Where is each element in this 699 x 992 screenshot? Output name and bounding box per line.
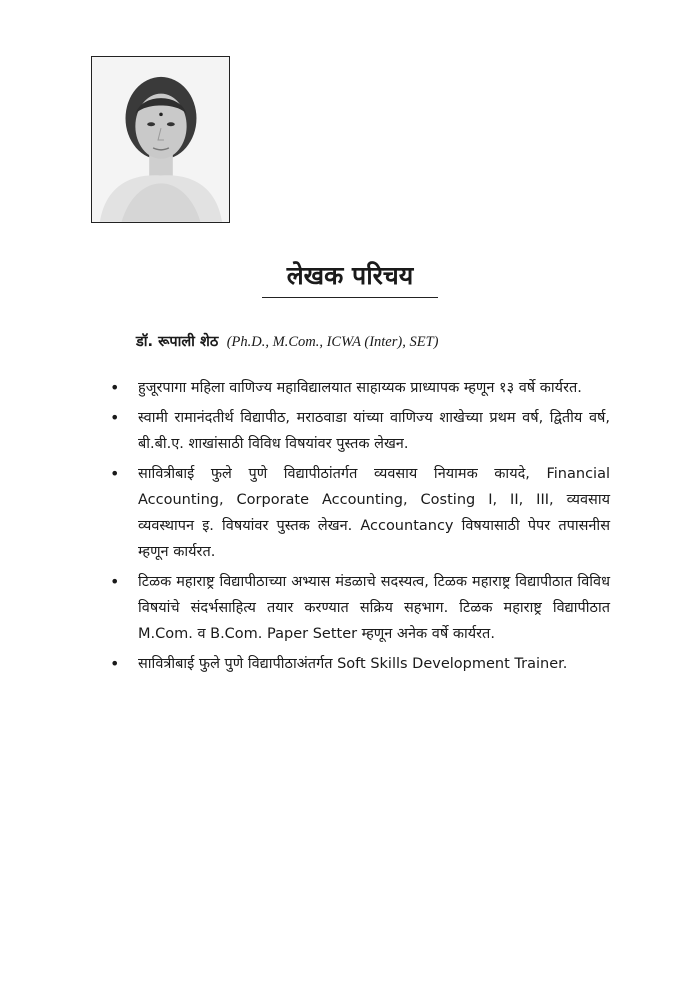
heading-block: [262, 258, 438, 298]
author-qualifications: (Ph.D., M.Com., ICWA (Inter), SET): [226, 334, 439, 350]
author-photo: [91, 56, 230, 223]
bullet-list: [110, 375, 610, 681]
list-item-text: टिळक महाराष्ट्र विद्यापीठाच्या अभ्यास मंडळाचे सदस्यत्व, टिळक महाराष्ट्र विद्यापीठात विविध विषयांचे संदर्भसाहित्य तयार करण्यात सक्रिय सहभाग. टिळक महाराष्ट्र विद्यापीठात M.Com. व B.Com. Paper Setter म्हणून अनेक वर्षे कार्यरत.: [138, 574, 610, 642]
bullet-icon: •: [110, 572, 120, 591]
author-line: [136, 331, 438, 351]
bullet-icon: •: [110, 408, 120, 427]
list-item: [110, 375, 610, 401]
portrait-photo-icon: [92, 57, 229, 222]
list-item: [110, 461, 610, 565]
list-item-text: हुजूरपागा महिला वाणिज्य महाविद्यालयात साहाय्यक प्राध्यापक म्हणून १३ वर्षे कार्यरत.: [138, 380, 582, 396]
list-item-text: स्वामी रामानंदतीर्थ विद्यापीठ, मराठवाडा यांच्या वाणिज्य शाखेच्या प्रथम वर्ष, द्वितीय वर्ष, बी.बी.ए. शाखांसाठी विविध विषयांवर पुस्तक लेखन.: [138, 410, 610, 452]
heading-underline: [262, 297, 438, 298]
bullet-icon: •: [110, 464, 120, 483]
list-item: [110, 569, 610, 647]
bullet-icon: •: [110, 654, 120, 673]
list-item: [110, 405, 610, 457]
list-item-text: सावित्रीबाई फुले पुणे विद्यापीठांतर्गत व्यवसाय नियामक कायदे, Financial Accounting, Corporate Accounting, Costing I, II, III, व्यवसाय व्यवस्थापन इ. विषयांवर पुस्तक लेखन. Accountancy विषयासाठी पेपर तपासनीस म्हणून कार्यरत.: [138, 466, 610, 560]
list-item: [110, 651, 610, 677]
list-item-text: सावित्रीबाई फुले पुणे विद्यापीठाअंतर्गत Soft Skills Development Trainer.: [138, 656, 568, 672]
bullet-icon: •: [110, 378, 120, 397]
author-name: डॉ. रूपाली शेठ: [136, 334, 219, 350]
page-title: लेखक परिचय: [286, 261, 414, 290]
